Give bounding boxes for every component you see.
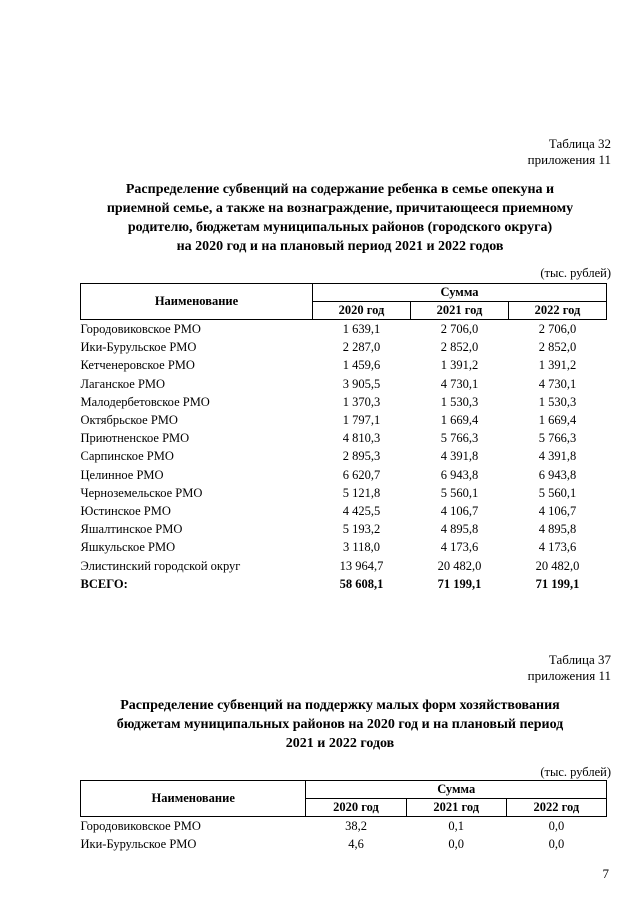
value-2022: 5 766,3 [538,431,577,446]
column-header-2021: 2021 год [411,302,509,320]
table-row [81,466,607,484]
value-2020: 2 895,3 [342,449,381,464]
table-row [81,393,607,411]
value-2021: 2 852,0 [440,340,479,355]
column-header-2022: 2022 год [506,799,606,817]
value-2022: 0,0 [548,837,565,852]
table-row [81,375,607,393]
column-header-name: Наименование [81,781,306,817]
total-row [81,575,607,593]
value-2022: 2 852,0 [538,340,577,355]
table-row [81,447,607,465]
column-header-2021: 2021 год [406,799,506,817]
value-2021: 5 766,3 [440,431,479,446]
municipality-name: Сарпинское РМО [80,449,174,464]
value-2022: 1 669,4 [538,413,577,428]
page-number: 7 [602,866,609,881]
value-2022: 6 943,8 [538,467,577,482]
total-2021: 71 199,1 [437,576,482,591]
table-row [81,557,607,575]
title-line: 2021 и 2022 годов [285,736,395,751]
value-2020: 4 810,3 [342,431,381,446]
column-header-2022: 2022 год [509,302,607,320]
value-2020: 1 639,1 [342,322,381,336]
subvention-table [80,780,607,853]
value-2021: 6 943,8 [440,467,479,482]
unit-label: (тыс. рублей) [540,765,611,779]
value-2020: 4 425,5 [342,504,381,519]
column-header-2020: 2020 год [306,799,406,817]
value-2021: 20 482,0 [437,558,482,573]
appendix-reference: приложения 11 [527,668,611,683]
municipality-name: Приютненское РМО [80,431,190,446]
table-row [81,338,607,356]
value-2021: 0,1 [448,819,465,833]
value-2021: 4 895,8 [440,522,479,537]
table-row [81,429,607,447]
value-2022: 4 730,1 [538,376,577,391]
value-2020: 1 459,6 [342,358,381,373]
table-row [81,520,607,538]
title-line: Распределение субвенций на содержание ребенка в семье опекуна и [125,182,555,197]
value-2021: 1 530,3 [440,394,479,409]
column-header-name: Наименование [81,284,313,320]
municipality-name: Городовиковское РМО [80,322,201,336]
subvention-table [80,283,607,593]
value-2021: 4 730,1 [440,376,479,391]
municipality-name: Яшкульское РМО [80,540,176,555]
value-2022: 4 391,8 [538,449,577,464]
value-2022: 20 482,0 [535,558,580,573]
value-2020: 1 370,3 [342,394,381,409]
table-reference [528,652,611,684]
value-2020: 3 118,0 [342,540,381,555]
column-header-sum: Сумма [306,781,607,799]
total-label: ВСЕГО: [80,576,128,591]
value-2020: 6 620,7 [342,467,381,482]
title-line: бюджетам муниципальных районов на 2020 год и на плановый период [116,717,564,732]
value-2022: 0,0 [548,819,565,833]
table-row [81,835,607,853]
table-title [60,180,620,256]
title-line: на 2020 год и на плановый период 2021 и 2022 годов [176,239,504,254]
value-2021: 1 669,4 [440,413,479,428]
column-header-2020: 2020 год [313,302,411,320]
table-row [81,817,607,836]
municipality-name: Целинное РМО [80,467,164,482]
value-2021: 5 560,1 [440,485,479,500]
total-2022: 71 199,1 [535,576,580,591]
value-2022: 4 895,8 [538,522,577,537]
value-2022: 5 560,1 [538,485,577,500]
value-2022: 1 530,3 [538,394,577,409]
value-2020: 1 797,1 [342,413,381,428]
table-reference [528,136,611,168]
total-2020: 58 608,1 [339,576,384,591]
municipality-name: Ики-Бурульское РМО [80,340,197,355]
municipality-name: Яшалтинское РМО [80,522,183,537]
table-title [60,696,620,753]
value-2020: 2 287,0 [342,340,381,355]
value-2020: 5 193,2 [342,522,381,537]
value-2021: 0,0 [448,837,465,852]
value-2021: 1 391,2 [440,358,479,373]
column-header-sum: Сумма [313,284,607,302]
title-line: Распределение субвенций на поддержку малых форм хозяйствования [120,698,560,713]
value-2021: 4 391,8 [440,449,479,464]
value-2022: 4 173,6 [538,540,577,555]
value-2022: 1 391,2 [538,358,577,373]
table-number: Таблица 32 [548,136,611,151]
value-2021: 2 706,0 [440,322,479,336]
table-row [81,538,607,556]
value-2020: 5 121,8 [342,485,381,500]
title-line: приемной семье, а также на вознаграждение, причитающееся приемному [106,201,574,216]
municipality-name: Элистинский городской округ [80,558,241,573]
municipality-name: Ики-Бурульское РМО [80,837,197,852]
title-line: родителю, бюджетам муниципальных районов (городского округа) [127,220,553,235]
value-2020: 3 905,5 [342,376,381,391]
municipality-name: Лаганское РМО [80,376,166,391]
value-2022: 4 106,7 [538,504,577,519]
table-row [81,411,607,429]
table-row [81,320,607,339]
municipality-name: Черноземельское РМО [80,485,203,500]
municipality-name: Юстинское РМО [80,504,171,519]
unit-label: (тыс. рублей) [540,266,611,280]
value-2020: 38,2 [345,819,367,833]
value-2022: 2 706,0 [538,322,577,336]
value-2021: 4 173,6 [440,540,479,555]
table-row [81,484,607,502]
municipality-name: Октябрьское РМО [80,413,178,428]
table-row [81,502,607,520]
value-2020: 13 964,7 [339,558,384,573]
municipality-name: Малодербетовское РМО [80,394,210,409]
appendix-reference: приложения 11 [527,152,611,167]
table-row [81,356,607,374]
value-2021: 4 106,7 [440,504,479,519]
table-number: Таблица 37 [548,652,611,667]
municipality-name: Кетченеровское РМО [80,358,195,373]
municipality-name: Городовиковское РМО [80,819,201,833]
value-2020: 4,6 [348,837,364,852]
